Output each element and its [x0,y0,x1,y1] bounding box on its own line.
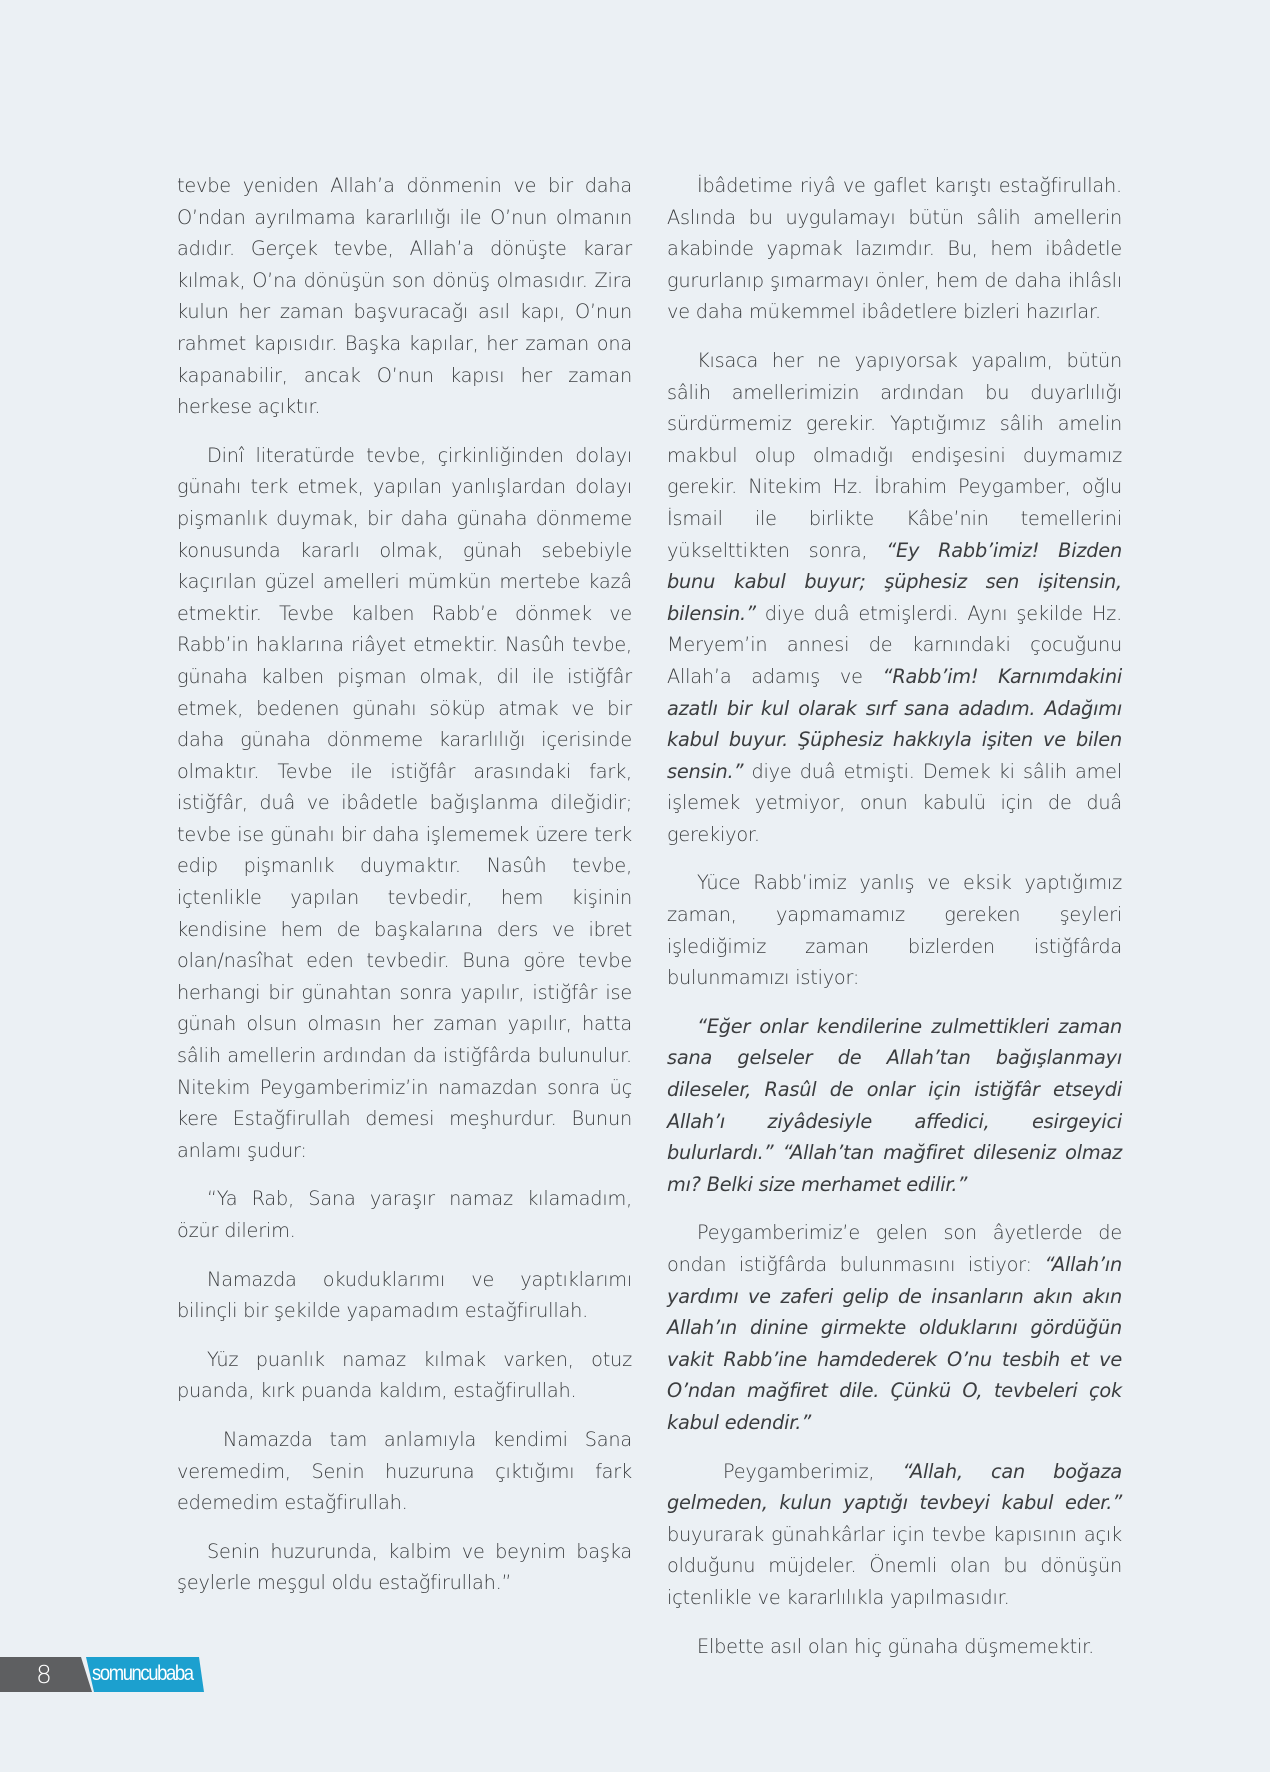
quote: “Allah’ın yardımı ve zaferi gelip de insanların akın akın Allah’ın dinine girmekte olduklarını gördüğün vakit Rabb’ine hamdederek O’nu tesbih et ve O’ndan mağfiret dile. Çünkü O, tevbeleri çok kabul edendir.” [667,1253,1122,1434]
paragraph: İbâdetime riyâ ve gaflet karıştı estağfirullah. Aslında bu uygulamayı bütün sâlih amellerin akabinde yapmak lazımdır. Bu, hem ibâdetle gururlanıp şımarmayı önler, hem de daha ihlâslı ve daha mükemmel ibâdetlere bizleri hazırlar. [667,174,1122,324]
prayer-line: “Ya Rab, Sana yaraşır namaz kılamadım, özür dilerim. [177,1187,632,1242]
quote: “Allah, can boğaza gelmeden, kulun yaptığı tevbeyi kabul eder.” [667,1459,1122,1515]
text: buyurarak günahkârlar için tevbe kapısının açık olduğunu müjdeler. Önemli olan bu dönüşün içtenlikle ve kararlılıkla yapılmasıdır. [667,1522,1122,1609]
article-column-right [667,170,1122,1679]
prayer-line: Senin huzurunda, kalbim ve beynim başka şeylerle meşgul oldu estağfirullah.” [177,1539,632,1595]
paragraph: tevbe yeniden Allah’a dönmenin ve bir daha O’ndan ayrılmama kararlılığı ile O’nun olmanın adıdır. Gerçek tevbe, Allah’a dönüşte karar kılmak, O’na dönüşün son dönüş olmasıdır. Zira kulun her zaman başvuracağı asıl kapı, O’nun rahmet kapısıdır. Başka kapılar, her zaman ona kapanabilir, ancak O’nun kapısı her zaman herkese açıktır. [177,174,632,419]
article-column-left [177,170,632,1616]
text: diye duâ etmişti. Demek ki sâlih amel işlemek yetmiyor, onun kabulü için de duâ gerekiyor. [667,759,1122,846]
paragraph [667,1217,1122,1438]
quote: “Ey Rabb’imiz! Bizden bunu kabul buyur; şüphesiz sen işitensin, bilensin.” [667,538,1122,625]
page-number: 8 [36,1660,52,1689]
prayer-line: Namazda okuduklarımı ve yaptıklarımı bilinçli bir şekilde yapamadım estağfirullah. [177,1267,632,1323]
page-footer [0,1657,210,1692]
text: Peygamberimiz’e gelen son âyetlerde de ondan istiğfârda bulunmasını istiyor: [667,1221,1122,1276]
prayer-line: Yüz puanlık namaz kılmak varken, otuz puanda, kırk puanda kaldım, estağfirullah. [177,1347,632,1403]
paragraph: Yüce Rabb’imiz yanlış ve eksik yaptığımız zaman, yapmamamız gereken şeyleri işlediğimiz zaman bizlerden istiğfârda bulunmamızı istiyor: [667,871,1122,990]
quote: “Eğer onlar kendilerine zulmettikleri zaman sana gelseler de Allah’tan bağışlanmayı dileseler, Rasûl de onlar için istiğfâr etseydi Allah’ı ziyâdesiyle affedici, esirgeyici bulurlardı.” “Allah’tan mağfiret dileseniz olmaz mı? Belki size merhamet edilir.” [667,1014,1122,1196]
quote-paragraph [667,1011,1122,1201]
brand-logo: somuncubaba [92,1662,193,1685]
text: Peygamberimiz, [723,1459,903,1483]
text: Kısaca her ne yapıyorsak yapalım, bütün sâlih amellerimizin ardından bu duyarlılığı sürdürmemiz gerekir. Yaptığımız sâlih amelin makbul olup olmadığı endişesini duymamız gerekir. Nitekim Hz. İbrahim Peygamber, oğlu İsmail ile birlikte Kâbe’nin temellerini yükselttikten sonra, [667,348,1122,562]
paragraph [667,345,1122,851]
quote: “Rabb’im! Karnımdakini azatlı bir kul olarak sırf sana adadım. Adağımı kabul buyur. Şüphesiz hakkıyla işiten ve bilen sensin.” [667,664,1122,783]
text: diye duâ etmişlerdi. Aynı şekilde Hz. Meryem’in annesi de karnındaki çocuğunu Allah’a adamış ve [667,601,1122,688]
prayer-line: Namazda tam anlamıyla kendimi Sana veremedim, Senin huzuruna çıktığımı fark edemedim estağfirullah. [177,1427,632,1515]
paragraph: Dinî literatürde tevbe, çirkinliğinden dolayı günahı terk etmek, yapılan yanlışlardan dolayı pişmanlık duymak, bir daha günaha dönmeme konusunda kararlı olmak, günah sebebiyle kaçırılan güzel amelleri mümkün mertebe kazâ etmektir. Tevbe kalben Rabb’e dönmek ve Rabb’in haklarına riâyet etmektir. Nasûh tevbe, günaha kalben pişman olmak, dil ile istiğfâr etmek, bedenen günahı söküp atmak ve bir daha günaha dönmeme kararlılığı içerisinde olmaktır. Tevbe ile istiğfâr arasındaki fark, istiğfâr, duâ ve ibâdetle bağışlanma dileğidir; tevbe ise günahı bir daha işlememek üzere terk edip pişmanlık duymaktır. Nasûh tevbe, içtenlikle yapılan tevbedir, hem kişinin kendisine hem de başkalarına ders ve ibret olan/nasîhat eden tevbedir. Buna göre tevbe herhangi bir günahtan sonra yapılır, istiğfâr ise günah olsun olmasın her zaman yapılır, hatta sâlih amellerin ardından da istiğfârda bulunulur. Nitekim Peygamberimiz’in namazdan sonra üç kere Estağfirullah demesi meşhurdur. Bunun anlamı şudur: [177,443,632,1162]
paragraph [667,1456,1122,1614]
paragraph: Elbette asıl olan hiç günaha düşmemektir. [697,1634,1095,1658]
